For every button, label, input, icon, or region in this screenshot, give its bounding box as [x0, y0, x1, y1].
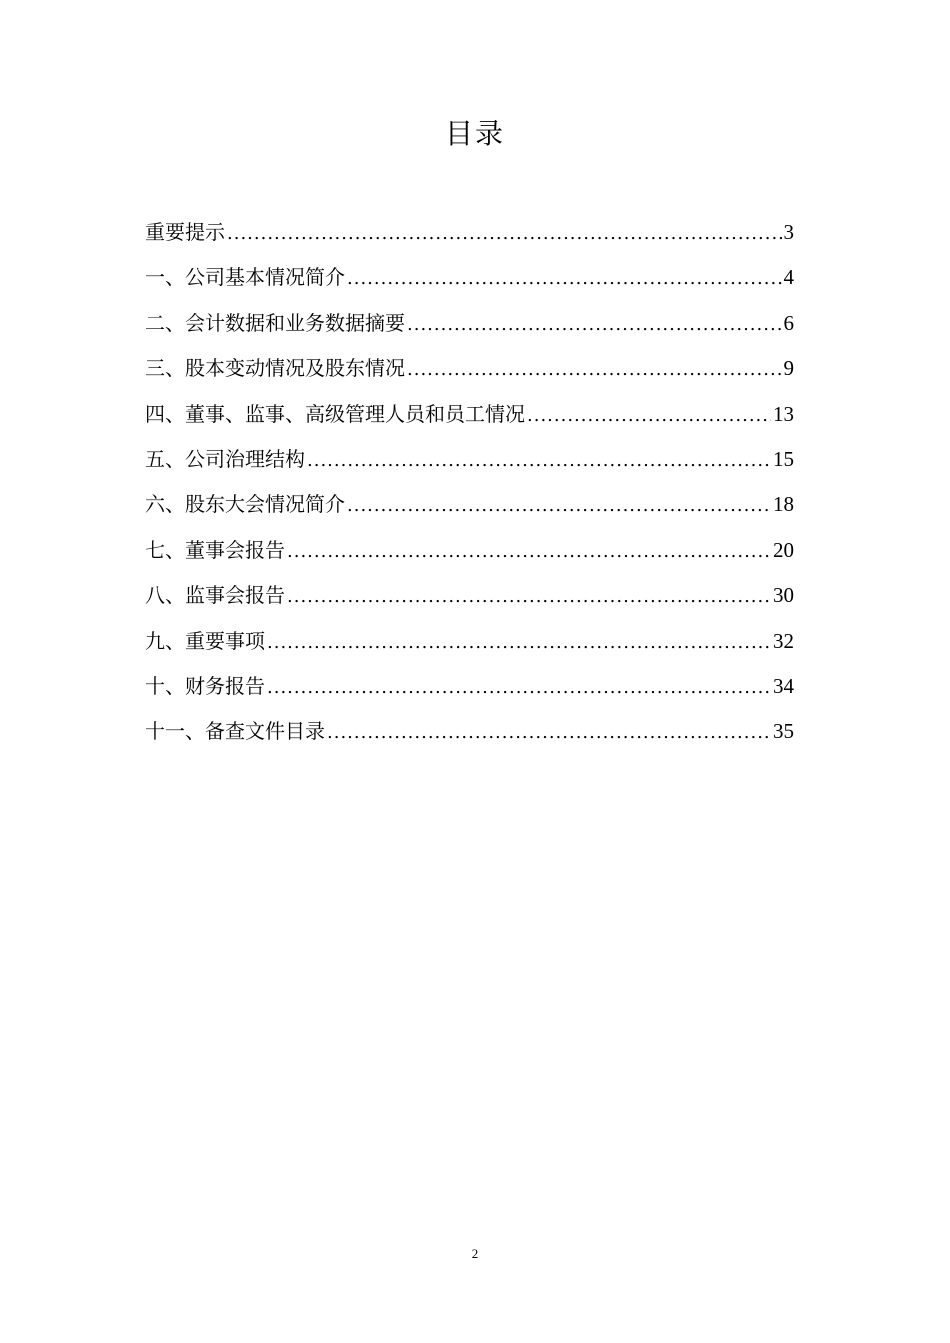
toc-entry-label: 七、董事会报告	[145, 537, 285, 562]
toc-entry-label: 一、公司基本情况简介	[145, 265, 345, 290]
toc-entry-page: 3	[783, 220, 794, 244]
toc-entry-label: 四、董事、监事、高级管理人员和员工情况	[145, 401, 525, 426]
toc-dot-leader	[347, 483, 771, 528]
toc-dot-leader	[407, 302, 782, 347]
toc-dot-leader	[287, 574, 771, 619]
toc-entry-label: 六、股东大会情况简介	[145, 492, 345, 517]
toc-entry-label: 九、重要事项	[145, 628, 265, 653]
toc-entry-page: 34	[773, 673, 794, 698]
toc-dot-leader	[527, 393, 771, 438]
toc-entry-label: 二、会计数据和业务数据摘要	[145, 310, 405, 335]
toc-entry[interactable]	[145, 210, 794, 255]
toc-dot-leader	[327, 710, 771, 755]
toc-entry-page: 20	[773, 537, 794, 562]
toc-entry-label: 十、财务报告	[145, 673, 265, 698]
toc-entry-page: 32	[773, 628, 794, 653]
toc-entry-page: 4	[783, 265, 794, 290]
toc-entry-label: 十一、备查文件目录	[145, 719, 325, 744]
toc-entry-page: 9	[783, 356, 794, 381]
toc-dot-leader	[227, 211, 782, 256]
toc-entry[interactable]	[145, 709, 794, 754]
toc-entry[interactable]	[145, 255, 794, 300]
toc-entry-page: 35	[773, 719, 794, 744]
toc-entry[interactable]	[145, 619, 794, 664]
toc-entry[interactable]	[145, 392, 794, 437]
toc-entry-page: 13	[773, 401, 794, 426]
page-title: 目录	[444, 117, 505, 150]
toc-entry-page: 30	[773, 583, 794, 608]
toc-entry[interactable]	[145, 346, 794, 391]
toc-entry[interactable]	[145, 664, 794, 709]
toc-entry-label: 三、股本变动情况及股东情况	[145, 356, 405, 381]
toc-entry-page: 6	[783, 310, 794, 335]
toc-dot-leader	[347, 256, 782, 301]
toc-entry-label: 八、监事会报告	[145, 583, 285, 608]
toc-entry[interactable]	[145, 437, 794, 482]
table-of-contents	[145, 210, 794, 755]
toc-dot-leader	[267, 620, 771, 665]
page-number: 2	[471, 1246, 479, 1261]
toc-entry-label: 重要提示	[145, 220, 225, 244]
toc-entry[interactable]	[145, 301, 794, 346]
toc-dot-leader	[287, 529, 771, 574]
toc-entry-label: 五、公司治理结构	[145, 446, 305, 471]
toc-entry-page: 15	[773, 446, 794, 471]
toc-entry[interactable]	[145, 573, 794, 618]
toc-entry[interactable]	[145, 482, 794, 527]
toc-entry[interactable]	[145, 528, 794, 573]
toc-dot-leader	[307, 438, 771, 483]
toc-dot-leader	[267, 665, 771, 710]
toc-dot-leader	[407, 347, 782, 392]
toc-entry-page: 18	[773, 492, 794, 517]
